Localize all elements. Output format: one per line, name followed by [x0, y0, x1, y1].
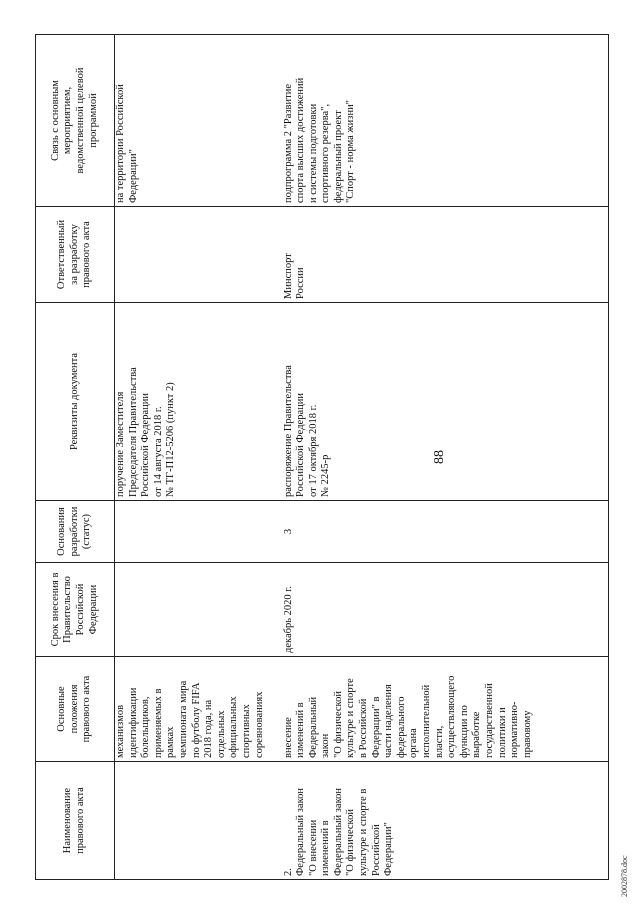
deadline-cell: декабрь 2020 г. [283, 563, 609, 657]
provisions-cell: механизмов идентификации болельщиков, применяемых в рамках чемпионата мира по футболу FIFA 2018 года, на отдельных официальных спортивных соревнованиях [115, 657, 283, 762]
responsible-cell [115, 207, 283, 303]
header-deadline: Срок внесения в Правительство Российской Федерации [36, 563, 115, 657]
basis-cell: 3 [283, 501, 609, 563]
act-name-cell [283, 762, 609, 880]
table-row [283, 35, 609, 880]
responsible-cell: Минспорт России [283, 207, 609, 303]
header-responsible: Ответственный за разработку правового акта [36, 207, 115, 303]
act-name: Федеральный закон "О внесении изменений в Федеральный закон "О физической культуре и спорте в Российской Федерации" [295, 787, 395, 876]
program-link-cell: на территории Российской Федерации" [115, 35, 283, 207]
document-cell: поручение Заместителя Председателя Правительства Российской Федерации от 14 августа 2018 г. № ТГ-П12-5206 (пункт 2) [115, 303, 283, 501]
header-basis: Основания разработки (статус) [36, 501, 115, 563]
table-row [115, 35, 283, 880]
table-header-row [36, 35, 115, 880]
deadline-cell [115, 563, 283, 657]
legal-acts-table [35, 34, 609, 880]
document-file-code: 2002878.doc [620, 855, 629, 897]
row-number: 2. [282, 868, 294, 876]
basis-cell [115, 501, 283, 563]
header-act-name: Наименование правового акта [36, 762, 115, 880]
page-number: 88 [432, 450, 447, 464]
program-link-cell: подпрограмма 2 "Развитие спорта высших достижений и системы подготовки спортивного резерва", федеральный проект "Спорт - норма жизни" [283, 35, 609, 207]
header-program-link: Связь с основным мероприятием, ведомственной целевой программой [36, 35, 115, 207]
act-name-cell [115, 762, 283, 880]
header-document-details: Реквизиты документа [36, 303, 115, 501]
provisions-cell: внесение изменений в Федеральный закон "О физической культуре и спорте в Российской Федерации" в части наделения федерального органа исполнительной власти, осуществляющего функции по выработке государственной политики и нормативно- правовому [283, 657, 609, 762]
document-cell: распоряжение Правительства Российской Федерации от 17 октября 2018 г. № 2245-р [283, 303, 609, 501]
header-main-provisions: Основные положения правового акта [36, 657, 115, 762]
